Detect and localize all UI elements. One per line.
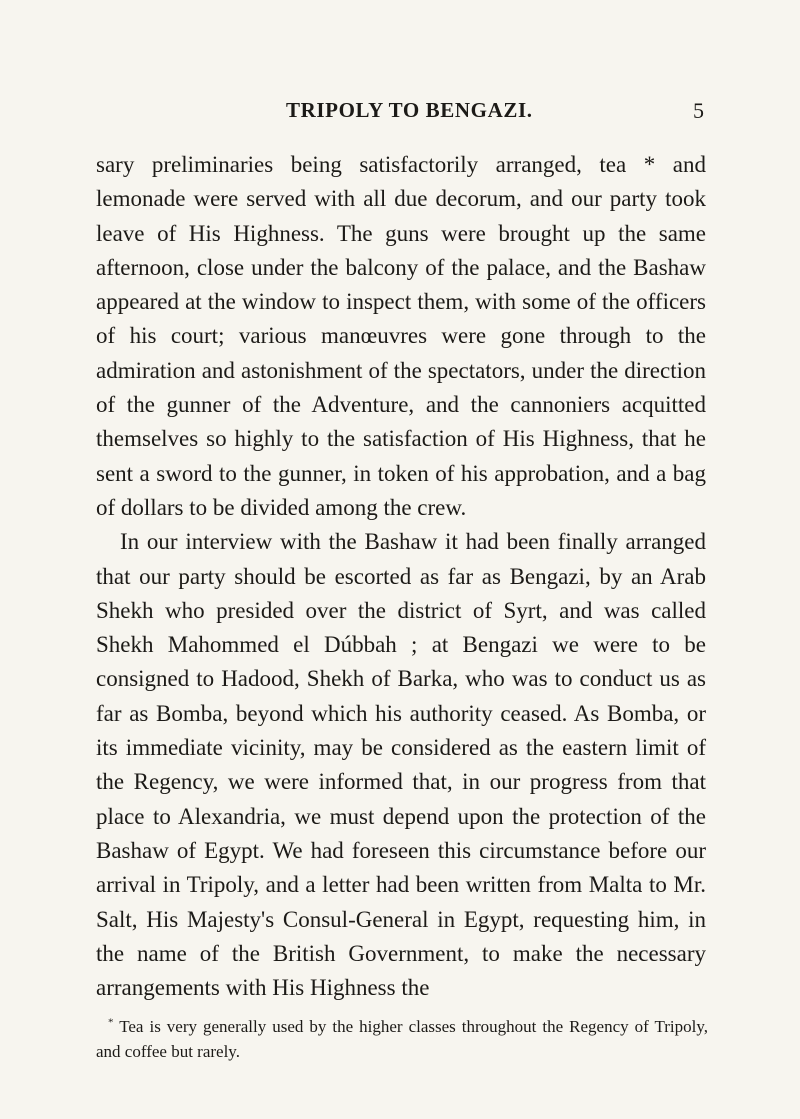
footnote-text: Tea is very generally used by the higher classes throughout the Regency of Tripoly, and coffee but rarely.	[96, 1017, 708, 1061]
page-number: 5	[693, 98, 704, 123]
running-title: TRIPOLY TO BENGAZI.	[286, 98, 533, 122]
footnote-marker: *	[108, 1016, 114, 1029]
body-text	[96, 148, 706, 1005]
paragraph-interview: In our interview with the Bashaw it had been finally arranged that our party should be escorted as far as Bengazi, by an Arab Shekh who presided over the district of Syrt, and was called Shekh Mahommed el Dúbbah ; at Bengazi we were to be consigned to Hadood, Shekh of Barka, who was to conduct us as far as Bomba, beyond which his authority ceased. As Bomba, or its immediate vicinity, may be considered as the eastern limit of the Regency, we were informed that, in our progress from that place to Alexandria, we must depend upon the protection of the Bashaw of Egypt. We had foreseen this circumstance before our arrival in Tripoly, and a letter had been written from Malta to Mr. Salt, His Majesty's Consul-General in Egypt, requesting him, in the name of the British Government, to make the necessary arrangements with His Highness the	[96, 529, 706, 1001]
footnote	[96, 1014, 708, 1064]
running-head	[0, 96, 800, 132]
footnote-area	[96, 1014, 708, 1064]
paragraph-continued: sary preliminaries being satisfactorily arranged, tea * and lemonade were served with all due decorum, and our party took leave of His Highness. The guns were brought up the same afternoon, close under the balcony of the palace, and the Bashaw appeared at the window to inspect them, with some of the officers of his court; various manœuvres were gone through to the admiration and astonishment of the spectators, under the direction of the gunner of the Adventure, and the cannoniers acquitted themselves so highly to the satisfaction of His Highness, that he sent a sword to the gunner, in token of his approbation, and a bag of dollars to be divided among the crew.	[96, 152, 706, 520]
